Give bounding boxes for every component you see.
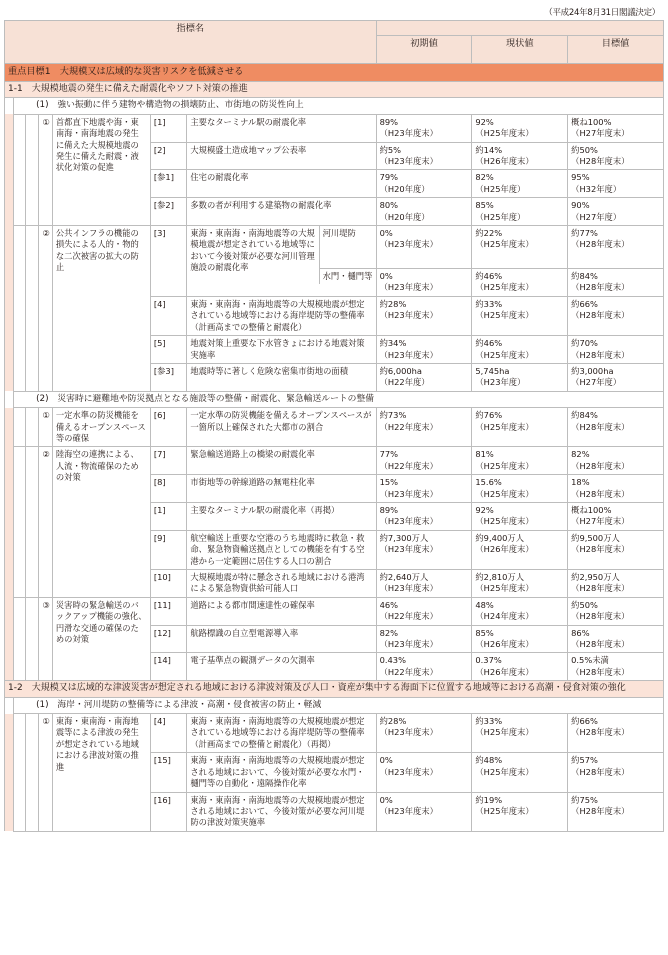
- group-number: ①: [39, 714, 53, 832]
- header-current: 現状値: [472, 36, 568, 64]
- header-target: 目標値: [568, 36, 664, 64]
- table-row: [1] 主要なターミナル駅の耐震化率（再掲） 89% （H23年度末） 92% （H25年度末） 概ね100% （H27年度末）: [5, 502, 664, 530]
- subsection-1-1-1: (1) 強い振動に伴う建物や構造物の損壊防止、市街地の防災性向上: [14, 98, 664, 114]
- table-row: ① 一定水準の防災機能を備えるオープンスペース等の確保 [6] 一定水準の防災機能を備えるオープンスペースが一箇所以上確保された大都市の割合 約73% （H22年度末） 約76% （H25年度末） 約84% （H28年度末）: [5, 408, 664, 447]
- decision-note: （平成24年8月31日閣議決定）: [544, 8, 660, 18]
- group-label: 一定水準の防災機能を備えるオープンスペース等の確保: [52, 408, 150, 447]
- group-number: ②: [39, 226, 53, 392]
- group-label: 公共インフラの機能の損失による人的・物的な二次被害の拡大の防止: [52, 226, 150, 392]
- header-row: [5, 21, 664, 36]
- table-row: ① 東海・東南海・南海地震等による津波の発生が想定されている地域における津波対策の推進 [4] 東海・東南海・南海地震等の大規模地震が想定されている地域等における海岸堤防等の整備率（計画高までの整備と耐震化）（再掲） 約28% （H23年度末） 約33% （H25年度末） 約66% （H28年度末）: [5, 714, 664, 753]
- table-row: ② 公共インフラの機能の損失による人的・物的な二次被害の拡大の防止 [3] 東海・東南海・南海地震等の大規模地震が想定されている地域等において今後対策が必要な河川管理施設の耐震化率 河川堤防 水門・樋門等 0% （H23年度末） 0% （H23年度末） 約22% （H25年度末） 約46% （H25年度末） 約77% （H28年度末） 約84% （H28年度末）: [5, 226, 664, 297]
- table-row: [2] 大規模盛土造成地マップ公表率 約5% （H23年度末） 約14% （H26年度末） 約50% （H28年度末）: [5, 142, 664, 170]
- table-row: [参2] 多数の者が利用する建築物の耐震化率 80% （H20年度） 85% （H25年度） 90% （H27年度）: [5, 198, 664, 226]
- indicator-table: [4, 20, 664, 832]
- table-row: [9] 航空輸送上重要な空港のうち地震時に救急・救命、緊急物資輸送拠点としての機能を有する空港から一定範囲に居住する人口の割合 約7,300万人 （H23年度末） 約9,400万人 （H26年度末） 約9,500万人 （H28年度末）: [5, 530, 664, 569]
- subsection-1-2-1: (1) 海岸・河川堤防の整備等による津波・高潮・侵食被害の防止・軽減: [14, 697, 664, 713]
- table-row: [15] 東海・東南海・南海地震等の大規模地震が想定される地域において、今後対策が必要な水門・樋門等の自動化・遠隔操作化率 0% （H23年度末） 約48% （H25年度末） 約57% （H28年度末）: [5, 753, 664, 792]
- table-row: [16] 東海・東南海・南海地震等の大規模地震が想定される地域において、今後対策が必要な河川堤防の津波対策実施率 0% （H23年度末） 約19% （H25年度末） 約75% （H28年度末）: [5, 792, 664, 831]
- table-row: [4] 東海・東南海・南海地震等の大規模地震が想定されている地域等における海岸堤防等の整備率（計画高までの整備と耐震化） 約28% （H23年度末） 約33% （H25年度末） 約66% （H28年度末）: [5, 296, 664, 335]
- group-number: ③: [39, 597, 53, 680]
- section-1-1: 1-1 大規模地震の発生に備えた耐震化やソフト対策の推進: [5, 82, 664, 98]
- group-number: ①: [39, 408, 53, 447]
- group-label: 東海・東南海・南海地震等による津波の発生が想定されている地域における津波対策の推進: [52, 714, 150, 832]
- table-row: ② 陸海空の連携による、人流・物流確保のための対策 [7] 緊急輸送道路上の橋梁の耐震化率 77% （H22年度末） 81% （H25年度末） 82% （H28年度末）: [5, 447, 664, 475]
- table-row: ③ 災害時の緊急輸送のバックアップ機能の強化、円滑な交通の確保のための対策 [11] 道路による都市間速達性の確保率 46% （H22年度末） 48% （H24年度末） 約50% （H28年度末）: [5, 597, 664, 625]
- table-row: ① 首都直下地震や海・東南海・南海地震の発生に備えた大規模地震の発生に備えた耐震・液状化対策の促進 [1] 主要なターミナル駅の耐震化率 89% （H23年度末） 92% （H25年度末） 概ね100% （H27年度末）: [5, 114, 664, 142]
- group-label: 災害時の緊急輸送のバックアップ機能の強化、円滑な交通の確保のための対策: [52, 597, 150, 680]
- group-label: 首都直下地震や海・東南海・南海地震の発生に備えた大規模地震の発生に備えた耐震・液状化対策の促進: [52, 114, 150, 225]
- group-number: ②: [39, 447, 53, 597]
- table-row: [12] 航路標識の自立型電源導入率 82% （H23年度末） 85% （H26年度末） 86% （H28年度末）: [5, 625, 664, 653]
- goal-title: 重点目標1 大規模又は広域的な災害リスクを低減させる: [5, 64, 664, 82]
- table-row: [参3] 地震時等に著しく危険な密集市街地の面積 約6,000ha （H22年度） 5,745ha （H23年度） 約3,000ha （H27年度）: [5, 363, 664, 391]
- table-row: [参1] 住宅の耐震化率 79% （H20年度） 82% （H25年度） 95% （H32年度）: [5, 170, 664, 198]
- header-indicator: 指標名: [5, 21, 377, 64]
- subsection-1-1-2: (2) 災害時に避難地や防災拠点となる施設等の整備・耐震化、緊急輸送ルートの整備: [14, 391, 664, 407]
- table-row: [10] 大規模地震が特に懸念される地域における港湾による緊急物資供給可能人口 約2,640万人 （H23年度末） 約2,810万人 （H25年度末） 約2,950万人 （H28年度末）: [5, 570, 664, 598]
- table-row: [14] 電子基準点の観測データの欠測率 0.43% （H22年度末） 0.37% （H26年度末） 0.5%未満 （H28年度末）: [5, 653, 664, 681]
- section-1-2: 1-2 大規模又は広域的な津波災害が想定される地域における津波対策及び人口・資産が集中する海面下に位置する地域等における高潮・侵食対策の強化: [5, 681, 664, 697]
- table-row: [5] 地震対策上重要な下水管きょにおける地震対策実施率 約34% （H23年度末） 約46% （H25年度末） 約70% （H28年度末）: [5, 336, 664, 364]
- group-label: 陸海空の連携による、人流・物流確保のための対策: [52, 447, 150, 597]
- table-row: [8] 市街地等の幹線道路の無電柱化率 15% （H23年度末） 15.6% （H25年度末） 18% （H28年度末）: [5, 475, 664, 503]
- header-initial: 初期値: [376, 36, 472, 64]
- group-number: ①: [39, 114, 53, 225]
